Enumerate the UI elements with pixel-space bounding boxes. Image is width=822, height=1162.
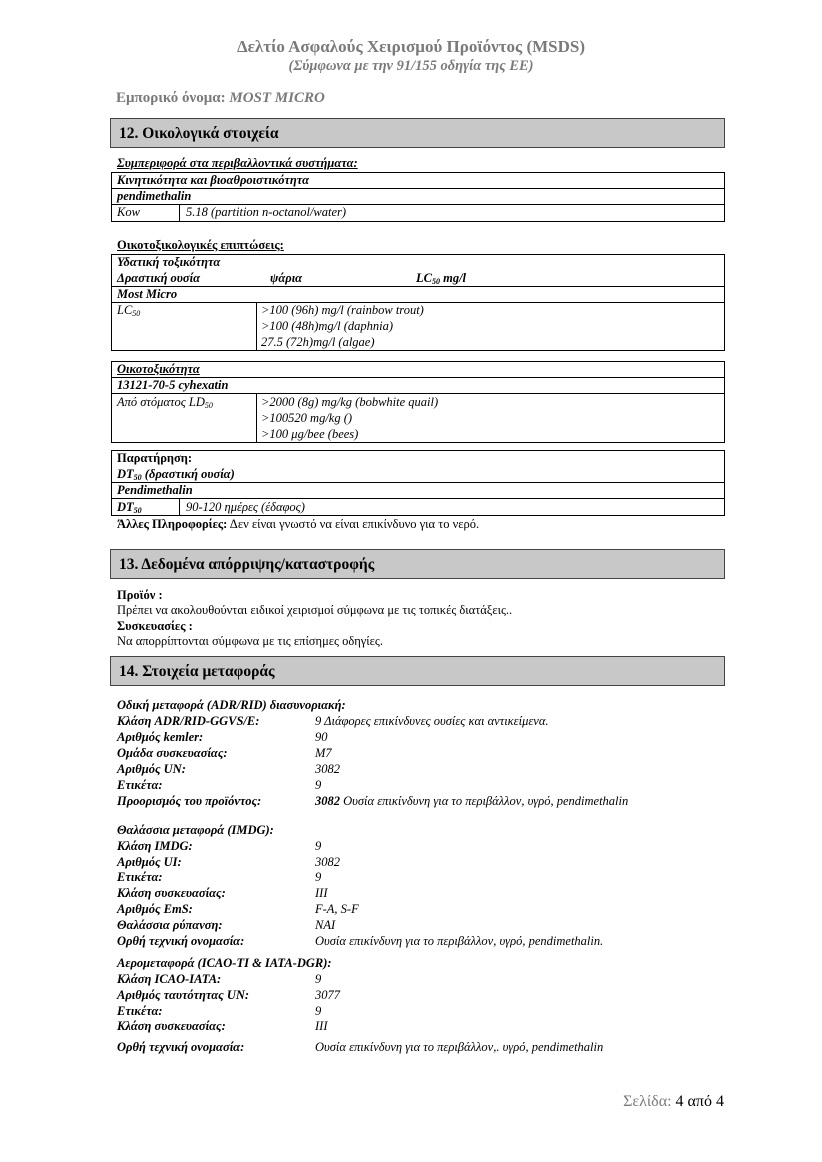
- substance-pendimethalin: pendimethalin: [117, 189, 192, 203]
- lc50-value-2: >100 (48h)mg/l (daphnia): [261, 319, 394, 333]
- mobility-title: Κινητικότητα και βιοαθροιστικότητα: [117, 173, 310, 187]
- sea-row-value: III: [315, 886, 328, 900]
- env-behaviour-title: Συμπεριφορά στα περιβαλλοντικά συστήματα:: [117, 156, 358, 170]
- ld50-value-1: >2000 (8g) mg/kg (bobwhite quail): [261, 395, 439, 409]
- divider: [179, 204, 180, 222]
- sea-row-value: 3082: [315, 855, 340, 869]
- kow-label: Kow: [117, 205, 140, 219]
- section-14-heading: 14. Στοιχεία μεταφοράς: [110, 656, 725, 686]
- road-row-label: Κλάση ADR/RID-GGVS/E:: [117, 714, 260, 728]
- destination-label: Προορισμός του προϊόντος:: [117, 794, 262, 808]
- dt50-label: $DT_{50}$: [117, 500, 142, 515]
- air-row-value: 9: [315, 1004, 322, 1018]
- fish-header: ψάρια: [270, 271, 303, 285]
- divider: [256, 302, 257, 351]
- remark-title: Παρατήρηση:: [117, 451, 193, 465]
- ecotox-effects-title: Οικοτοξικολογικές επιπτώσεις:: [117, 238, 284, 252]
- road-row-label: Ετικέτα:: [117, 778, 163, 792]
- ld50-value-2: >100520 mg/kg (): [261, 411, 353, 425]
- lc50-value-3: 27.5 (72h)mg/l (algae): [261, 335, 375, 349]
- sea-row-value: Ουσία επικίνδυνη για το περιβάλλον, υγρό, pendimethalin.: [315, 934, 604, 948]
- air-row-label: Κλάση συσκευασίας:: [117, 1019, 226, 1033]
- divider: [179, 498, 180, 516]
- sea-row-label: Αριθμός EmS:: [117, 902, 193, 916]
- air-proper-name-label: Ορθή τεχνική ονομασία:: [117, 1040, 245, 1054]
- cas-substance: 13121-70-5 cyhexatin: [117, 378, 229, 392]
- divider: [256, 393, 257, 443]
- disposal-packaging-label: Συσκευασίες :: [117, 619, 193, 633]
- air-row-label: Κλάση ICAO-IATA:: [117, 972, 222, 986]
- road-row-value: 9: [315, 778, 322, 792]
- sea-row-label: Κλάση συσκευασίας:: [117, 886, 226, 900]
- document-subtitle: (Σύμφωνα με την 91/155 οδηγία της ΕΕ): [288, 58, 534, 74]
- road-row-label: Ομάδα συσκευασίας:: [117, 746, 228, 760]
- page-number: Σελίδα: 4 από 4: [623, 1093, 724, 1110]
- sea-row-label: Αριθμός UI:: [117, 855, 182, 869]
- sea-row-value: 9: [315, 839, 322, 853]
- aquatic-toxicity-title: Υδατική τοξικότητα: [117, 255, 221, 269]
- road-row-label: Αριθμός UN:: [117, 762, 186, 776]
- disposal-packaging-text: Να απορρίπτονται σύμφωνα με τις επίσημες οδηγίες.: [117, 634, 383, 648]
- sea-transport-title: Θαλάσσια μεταφορά (IMDG):: [117, 823, 274, 837]
- road-row-value: 9 Διάφορες επικίνδυνες ουσίες και αντικείμενα.: [315, 714, 549, 728]
- sea-row-value: F-A, S-F: [315, 902, 359, 916]
- air-row-value: 3077: [315, 988, 340, 1002]
- destination-value: 3082 Ουσία επικίνδυνη για το περιβάλλον, υγρό, pendimethalin: [315, 794, 629, 808]
- dt50-value: 90-120 ημέρες (έδαφος): [186, 500, 305, 514]
- trade-name-value: MOST MICRO: [229, 90, 325, 106]
- road-transport-title: Οδική μεταφορά (ADR/RID) διασυνοριακή:: [117, 698, 346, 712]
- substance-pendimethalin-2: Pendimethalin: [117, 483, 193, 497]
- divider: [111, 498, 725, 499]
- sea-row-label: Θαλάσσια ρύπανση:: [117, 918, 223, 932]
- lc50-value-1: >100 (96h) mg/l (rainbow trout): [261, 303, 424, 317]
- lc50-label: $LC_{50}$: [117, 303, 141, 318]
- road-row-value: 90: [315, 730, 328, 744]
- other-info: Άλλες Πληροφορίες: Δεν είναι γνωστό να είναι επικίνδυνο για το νερό.: [117, 517, 480, 531]
- disposal-product-label: Προϊόν :: [117, 588, 163, 602]
- sea-row-label: Ορθή τεχνική ονομασία:: [117, 934, 245, 948]
- section-12-heading: 12. Οικολογικά στοιχεία: [110, 118, 725, 148]
- road-row-value: M7: [315, 746, 332, 760]
- trade-name-label: Εμπορικό όνομα:: [116, 90, 226, 106]
- trade-name: [116, 90, 325, 107]
- product-most-micro: Most Micro: [117, 287, 178, 301]
- lc50-unit-header: $LC_{50}$ mg/l: [416, 271, 467, 286]
- road-row-value: 3082: [315, 762, 340, 776]
- sea-row-label: Κλάση IMDG:: [117, 839, 193, 853]
- air-row-label: Αριθμός ταυτότητας UN:: [117, 988, 250, 1002]
- air-row-value: III: [315, 1019, 328, 1033]
- road-row-label: Αριθμός kemler:: [117, 730, 204, 744]
- air-transport-title: Αερομεταφορά (ICAO-TI & IATA-DGR):: [117, 956, 332, 970]
- disposal-product-text: Πρέπει να ακολουθούνται ειδικοί χειρισμοί σύμφωνα με τις τοπικές διατάξεις..: [117, 603, 513, 617]
- air-proper-name-value: Ουσία επικίνδυνη για το περιβάλλον,. υγρό, pendimethalin: [315, 1040, 604, 1054]
- air-row-value: 9: [315, 972, 322, 986]
- ecotoxicity-title: Οικοτοξικότητα: [117, 362, 200, 376]
- document-title: Δελτίο Ασφαλούς Χειρισμού Προϊόντος (MSDS): [236, 37, 586, 56]
- kow-value: 5.18 (partition n-octanol/water): [186, 205, 347, 219]
- ld50-value-3: >100 μg/bee (bees): [261, 427, 359, 441]
- sea-row-value: ΝΑΙ: [315, 918, 336, 932]
- dt50-title: $DT_{50}$ (δραστική ουσία): [117, 467, 235, 482]
- sea-row-label: Ετικέτα:: [117, 870, 163, 884]
- active-substance-header: Δραστική ουσία: [117, 271, 201, 285]
- sea-row-value: 9: [315, 870, 322, 884]
- oral-ld50-label: Από στόματος $LD_{50}$: [117, 395, 213, 410]
- air-row-label: Ετικέτα:: [117, 1004, 163, 1018]
- section-13-heading: 13. Δεδομένα απόρριψης/καταστροφής: [110, 549, 725, 579]
